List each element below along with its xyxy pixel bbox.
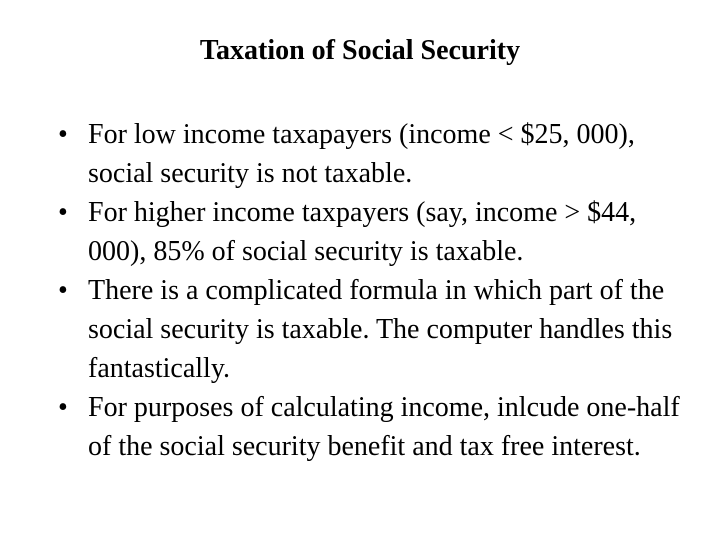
slide-title: Taxation of Social Security bbox=[199, 35, 521, 66]
bullet-icon: • bbox=[58, 197, 68, 228]
bullet-item bbox=[56, 193, 686, 271]
bullet-text: For higher income taxpayers (say, income > $44, 000), 85% of social security is taxable. bbox=[88, 197, 637, 267]
bullet-text: For purposes of calculating income, inlcude one-half of the social security benefit and tax free interest. bbox=[88, 392, 680, 462]
bullet-list bbox=[56, 115, 686, 466]
bullet-text: For low income taxapayers (income < $25, 000), social security is not taxable. bbox=[88, 119, 635, 189]
bullet-icon: • bbox=[58, 275, 68, 306]
bullet-item bbox=[56, 271, 686, 388]
bullet-icon: • bbox=[58, 119, 68, 150]
bullet-item bbox=[56, 388, 686, 466]
bullet-item bbox=[56, 115, 686, 193]
bullet-text: There is a complicated formula in which part of the social security is taxable. The computer handles this fantastically. bbox=[88, 275, 673, 384]
bullet-icon: • bbox=[58, 392, 68, 423]
